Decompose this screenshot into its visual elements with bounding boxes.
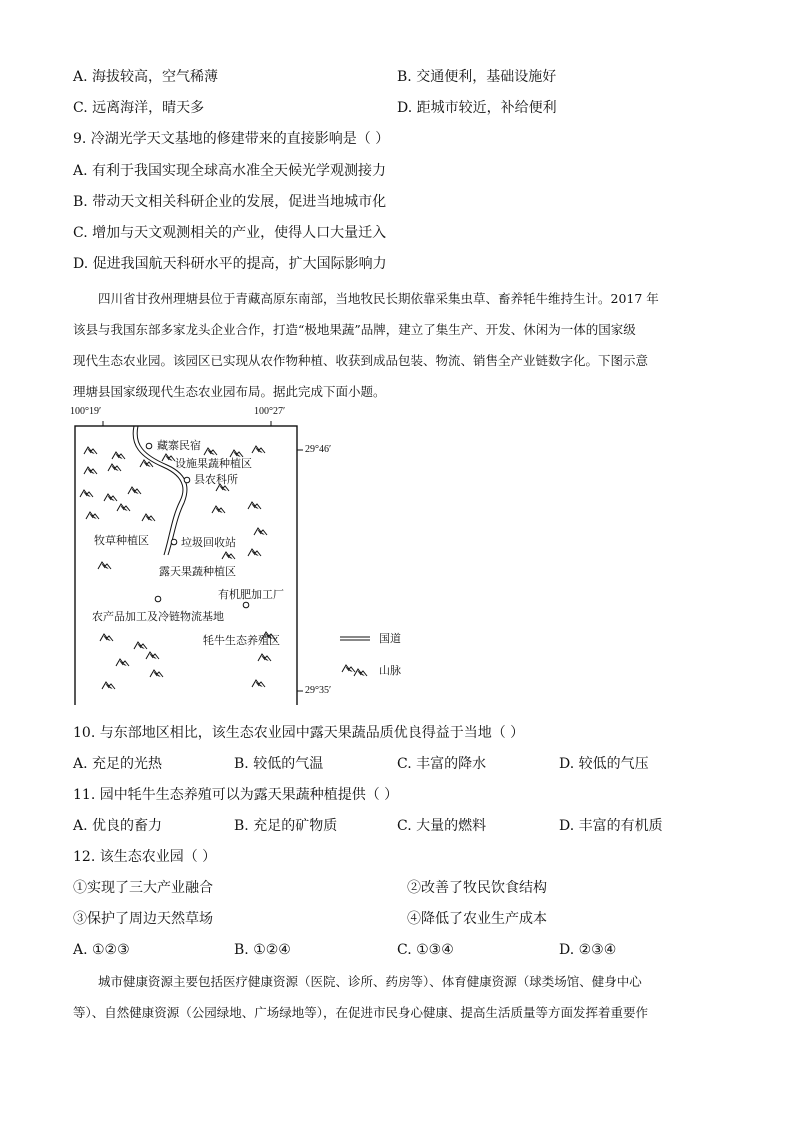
mountain-icon — [146, 652, 159, 659]
mountain-icon — [162, 454, 175, 461]
q11-option-c: C. 大量的燃料 — [397, 818, 487, 834]
dot-homestay — [146, 443, 152, 449]
q8-option-a: A. 海拔较高，空气稀薄 — [73, 69, 219, 85]
q12-statement-1: ①实现了三大产业融合 — [73, 880, 213, 896]
passage-litang — [73, 283, 721, 407]
passage1-line4: 理塘县国家级现代生态农业园布局。据此完成下面小题。 — [73, 384, 386, 399]
mountain-icon — [230, 450, 243, 457]
label-agri-institute: 县农科所 — [194, 473, 238, 486]
mountain-icon — [104, 494, 117, 501]
mountain-icon — [150, 670, 163, 677]
q9-option-d: D. 促进我国航天科研水平的提高，扩大国际影响力 — [73, 256, 387, 272]
lat-bottom-label: 29°35′ — [305, 685, 332, 696]
mountain-icon — [258, 654, 271, 661]
q12-statement-3: ③保护了周边天然草场 — [73, 911, 213, 927]
q11-option-b: B. 充足的矿物质 — [234, 818, 338, 834]
mountain-icon — [80, 490, 93, 497]
lon-left-label: 100°19′ — [70, 406, 102, 417]
passage2-line1: 城市健康资源主要包括医疗健康资源（医院、诊所、药房等）、体育健康资源（球类场馆、健身中心 — [98, 974, 642, 989]
dot-agri-institute — [184, 477, 190, 483]
q9-option-c: C. 增加与天文观测相关的产业，使得人口大量迁入 — [73, 225, 387, 241]
eco-park-map — [68, 405, 413, 705]
label-garbage: 垃圾回收站 — [181, 536, 236, 549]
label-homestay: 藏寨民宿 — [157, 439, 201, 452]
mountain-icon — [248, 549, 261, 556]
label-logistics: 农产品加工及冷链物流基地 — [92, 610, 224, 623]
mountain-icon — [100, 634, 113, 641]
mountain-icon — [252, 446, 265, 453]
q8-option-b: B. 交通便利，基础设施好 — [397, 69, 557, 85]
q12-option-a: A. ①②③ — [73, 942, 130, 958]
label-open-veg: 露天果蔬种植区 — [159, 565, 236, 578]
mountain-icon — [117, 504, 130, 511]
q10-stem: 10. 与东部地区相比，该生态农业园中露天果蔬品质优良得益于当地（ ） — [73, 725, 525, 741]
mountain-icon — [142, 514, 155, 521]
mountain-icon — [204, 448, 217, 455]
q12-statement-2: ②改善了牧民饮食结构 — [407, 880, 547, 896]
q8-option-d: D. 距城市较近，补给便利 — [397, 100, 557, 116]
mountain-icon — [84, 447, 97, 454]
mountain-icon — [102, 682, 115, 689]
q12-stem: 12. 该生态农业园（ ） — [73, 849, 217, 865]
legend-mountain-label: 山脉 — [379, 664, 401, 677]
label-yak: 牦牛生态养殖区 — [203, 634, 280, 647]
passage-health-resources — [73, 966, 721, 1028]
mountain-icon — [84, 467, 97, 474]
mountain-icon — [134, 642, 147, 649]
q10-option-b: B. 较低的气温 — [234, 756, 324, 772]
q12-statement-4: ④降低了农业生产成本 — [407, 911, 547, 927]
lat-top-label: 29°46′ — [305, 444, 332, 455]
mountain-icon — [212, 506, 225, 513]
mountain-icon — [108, 464, 121, 471]
label-facility-veg: 设施果蔬种植区 — [175, 457, 252, 470]
q11-option-d: D. 丰富的有机质 — [559, 818, 663, 834]
lon-right-label: 100°27′ — [254, 406, 286, 417]
q12-option-c: C. ①③④ — [397, 942, 454, 958]
q11-option-a: A. 优良的畜力 — [73, 818, 163, 834]
mountain-icon — [248, 502, 261, 509]
dot-fertilizer — [243, 602, 249, 608]
q9-stem: 9. 冷湖光学天文基地的修建带来的直接影响是（ ） — [73, 131, 390, 147]
legend-mountain-icon — [342, 665, 355, 672]
passage2-line2: 等）、自然健康资源（公园绿地、广场绿地等），在促进市民身心健康、提高生活质量等方面发挥着重要作 — [73, 1005, 649, 1020]
legend-road-label: 国道 — [379, 632, 401, 645]
mountain-icon — [98, 562, 111, 569]
q12-option-d: D. ②③④ — [559, 942, 617, 958]
q10-option-d: D. 较低的气压 — [559, 756, 649, 772]
q11-stem: 11. 园中牦牛生态养殖可以为露天果蔬种植提供（ ） — [73, 787, 399, 803]
passage1-line3: 现代生态农业园。该园区已实现从农作物种植、收获到成品包装、物流、销售全产业链数字化。下图示意 — [73, 353, 649, 368]
q9-option-a: A. 有利于我国实现全球高水准全天候光学观测接力 — [73, 163, 387, 179]
mountain-icon — [116, 659, 129, 666]
mountain-icon — [112, 452, 125, 459]
legend-mountain-icon — [354, 669, 367, 676]
map-svg — [68, 405, 413, 705]
passage1-line2: 该县与我国东部多家龙头企业合作，打造“极地果蔬”品牌，建立了集生产、开发、休闲为一体的国家级 — [73, 322, 636, 337]
q8-option-c: C. 远离海洋，晴天多 — [73, 100, 205, 116]
dot-garbage — [171, 539, 177, 545]
q9-option-b: B. 带动天文相关科研企业的发展，促进当地城市化 — [73, 194, 387, 210]
legend-mountain-symbol — [342, 665, 367, 676]
mountain-icon — [222, 552, 235, 559]
passage1-line1: 四川省甘孜州理塘县位于青藏高原东南部，当地牧民长期依靠采集虫草、畜养牦牛维持生计。2017 年 — [98, 291, 659, 306]
label-fertilizer: 有机肥加工厂 — [218, 588, 284, 601]
mountain-icon — [86, 512, 99, 519]
mountain-icon — [254, 528, 267, 535]
q10-option-c: C. 丰富的降水 — [397, 756, 487, 772]
mountain-icon — [128, 487, 141, 494]
label-pasture: 牧草种植区 — [94, 534, 149, 547]
q12-option-b: B. ①②④ — [234, 942, 291, 958]
q10-option-a: A. 充足的光热 — [73, 756, 163, 772]
mountain-icon — [252, 680, 265, 687]
dot-logistics — [155, 596, 161, 602]
